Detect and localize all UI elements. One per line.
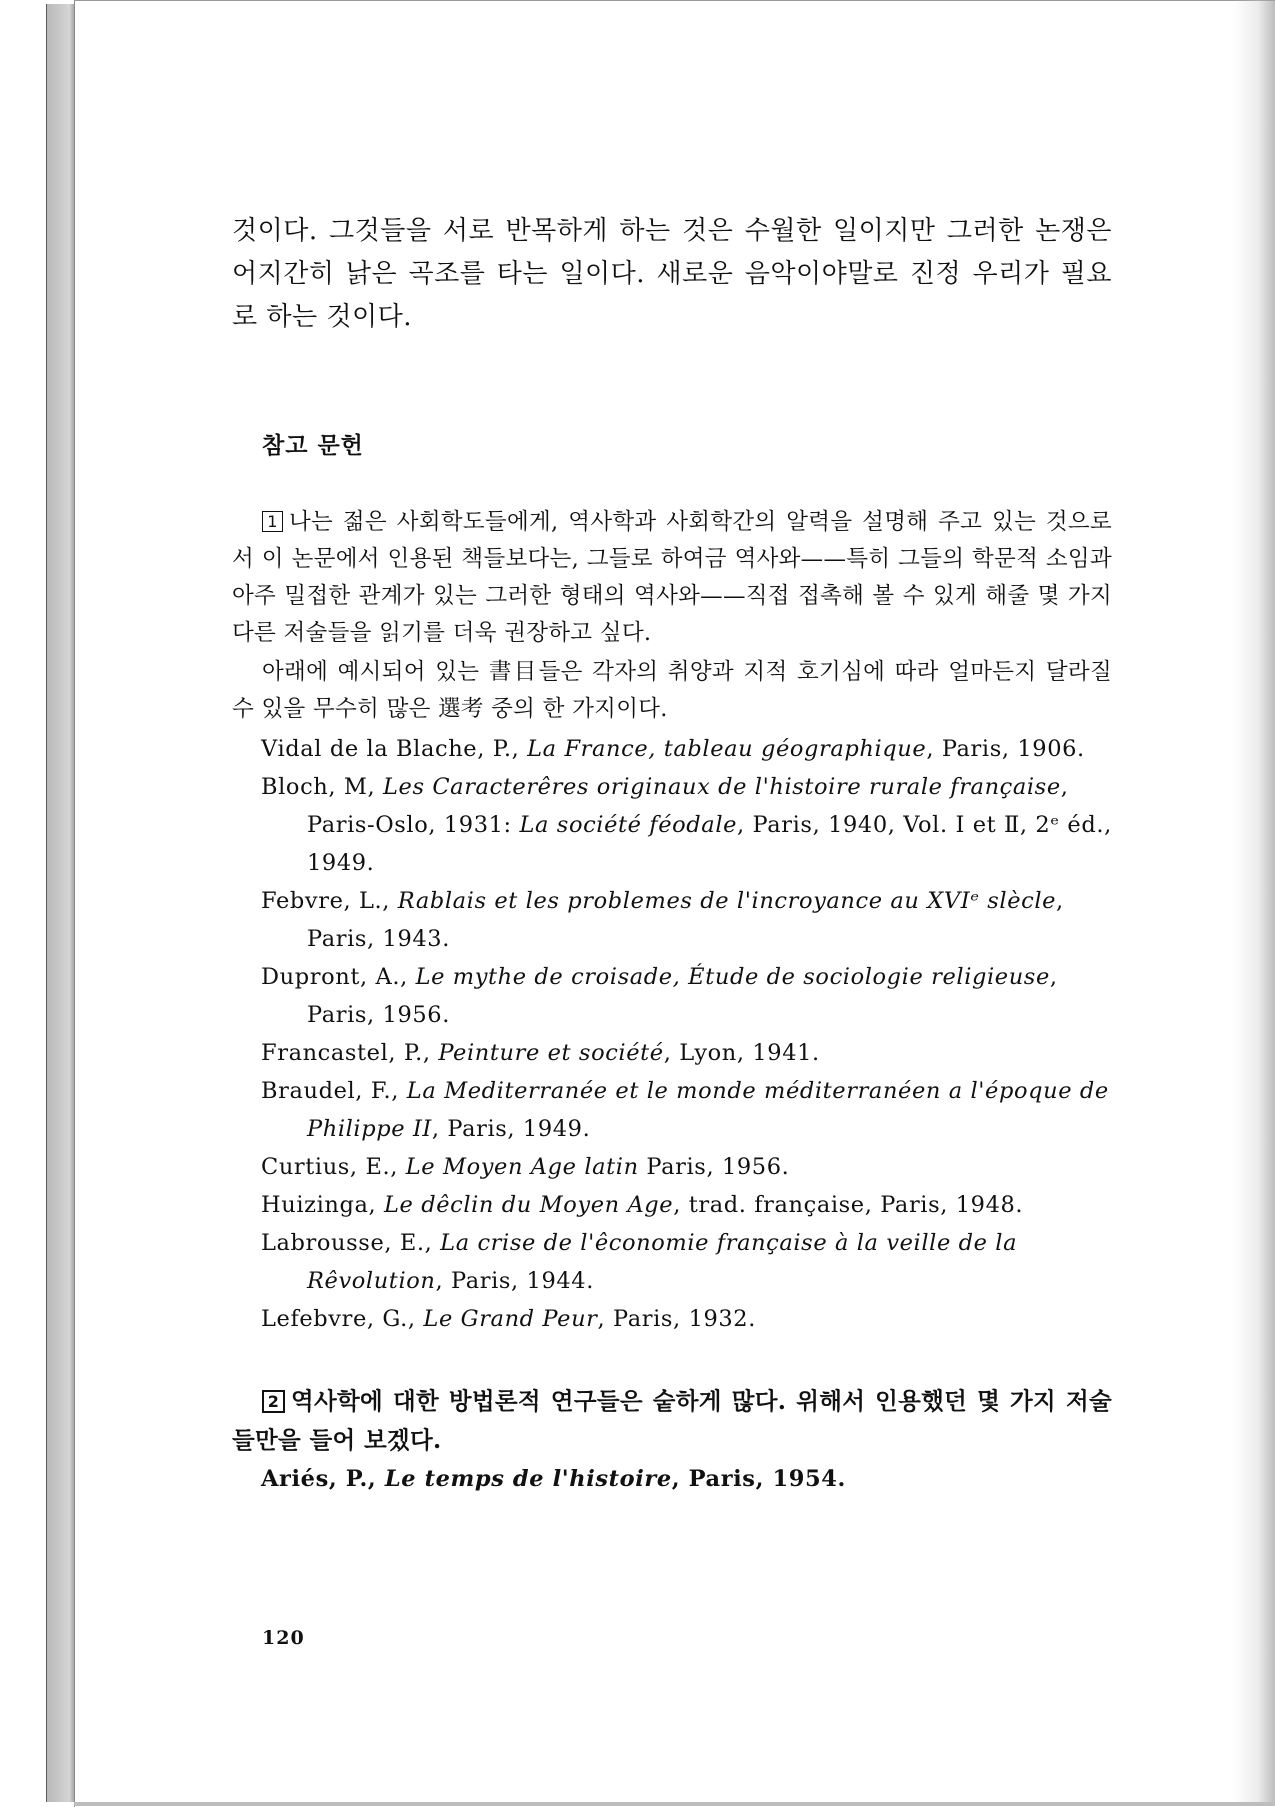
reference-item: Braudel, F., La Mediterranée et le monde méditerranéen a l'époque de Philippe II, Paris, 1949. (261, 1078, 1109, 1142)
note-2-text: 역사학에 대한 방법론적 연구들은 숱하게 많다. 위해서 인용했던 몇 가지 저술들만을 들어 보겠다. (232, 1387, 1112, 1454)
reference-item: Dupront, A., Le mythe de croisade, Étude de sociologie religieuse, Paris, 1956. (261, 964, 1058, 1028)
reference-item: Huizinga, Le dêclin du Moyen Age, trad. française, Paris, 1948. (261, 1192, 1024, 1218)
reference-list-1 (232, 730, 1112, 1338)
reference-item: Curtius, E., Le Moyen Age latin Paris, 1956. (261, 1154, 790, 1180)
reference-item: Lefebvre, G., Le Grand Peur, Paris, 1932. (261, 1306, 756, 1332)
reference-item: Ariés, P., Le temps de l'histoire, Paris, 1954. (261, 1466, 846, 1492)
reference-item: Francastel, P., Peinture et société, Lyon, 1941. (261, 1040, 820, 1066)
page-edge-shadow (1233, 0, 1275, 1806)
reference-item: Vidal de la Blache, P., La France, tableau géographique, Paris, 1906. (261, 736, 1085, 762)
page-content (232, 210, 1112, 1498)
note-2-paragraph (232, 1382, 1112, 1460)
reference-item: Febvre, L., Rablais et les problemes de l'incroyance au XVIᵉ slècle, Paris, 1943. (261, 888, 1064, 952)
reference-list-2 (232, 1460, 1112, 1498)
note-1-marker: 1 (262, 511, 283, 532)
reference-item: Bloch, M, Les Caracterêres originaux de l'histoire rurale française, Paris-Oslo, 1931: La société féodale, Paris, 1940, Vol. Ⅰ et Ⅱ, 2ᵉ éd., 1949. (261, 774, 1112, 876)
body-text: 것이다. 그것들을 서로 반목하게 하는 것은 수월한 일이지만 그러한 논쟁은 어지간히 낡은 곡조를 타는 일이다. 새로운 음악이야말로 진정 우리가 필요로 하는 것이다. (232, 216, 1112, 332)
note-2 (232, 1382, 1112, 1498)
note-1 (232, 504, 1112, 1338)
note-1-paragraph (232, 504, 1112, 652)
page-bottom-edge (74, 1802, 1275, 1806)
note-1-paragraph-2: 아래에 예시되어 있는 書目들은 각자의 취양과 지적 호기심에 따라 얼마든지 달라질 수 있을 무수히 많은 選考 중의 한 가지이다. (232, 659, 1112, 722)
section-heading: 참고 문헌 (262, 432, 364, 459)
page-number: 120 (262, 1627, 305, 1649)
book-spine (46, 4, 76, 1802)
note-2-marker: 2 (262, 1390, 285, 1413)
note-1-text: 나는 젊은 사회학도들에게, 역사학과 사회학간의 알력을 설명해 주고 있는 것으로서 이 논문에서 인용된 책들보다는, 그들로 하여금 역사와——특히 그들의 학문적 소임과 아주 밀접한 관계가 있는 그러한 형태의 역사와——직접 접촉해 볼 수 있게 해줄 몇 가지 다른 저술들을 읽기를 더욱 권장하고 싶다. (232, 509, 1112, 646)
reference-item: Labrousse, E., La crise de l'êconomie française à la veille de la Rêvolution, Paris, 1944. (261, 1230, 1018, 1294)
